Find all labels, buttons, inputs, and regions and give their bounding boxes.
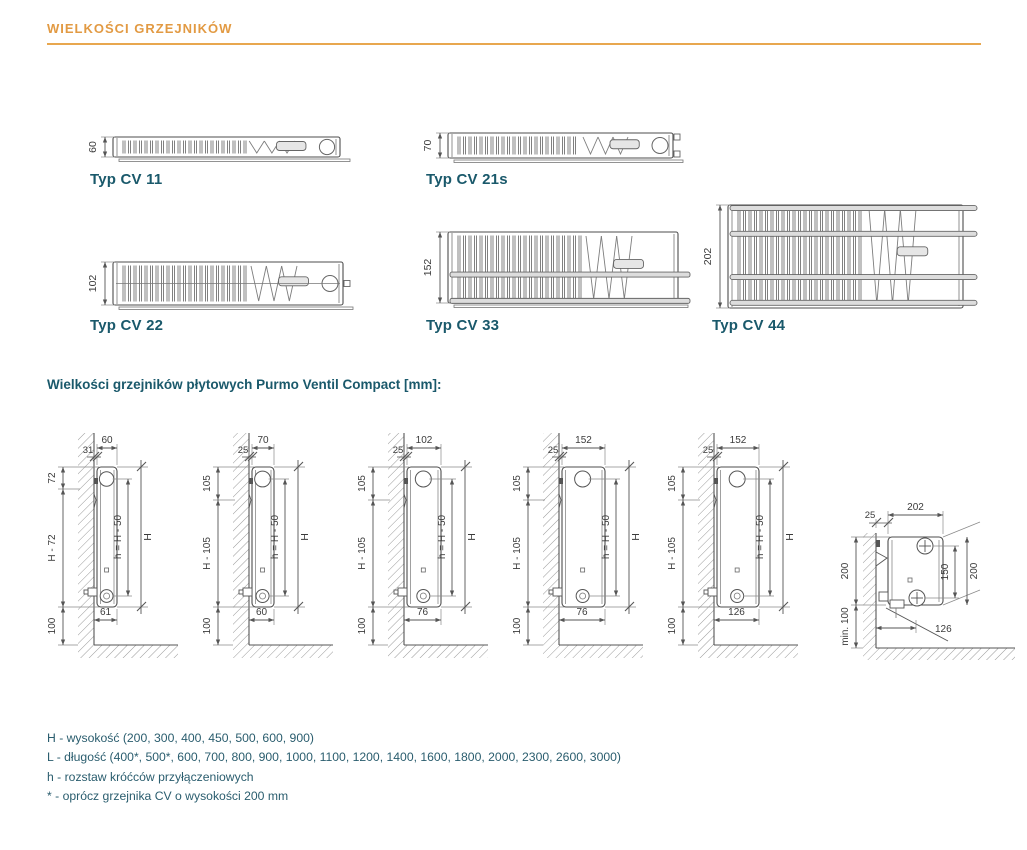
bottom-margin-dim: 100: [202, 617, 213, 635]
height-dim: H: [142, 533, 154, 541]
pipe-spacing-dim: h = H - 50: [601, 514, 612, 560]
top-view-typ-cv-33: [422, 232, 690, 308]
side-view-1: [47, 433, 178, 658]
bottom-margin-dim: 100: [357, 617, 368, 635]
bottom-margin-dim: 100: [47, 617, 58, 635]
bottom-depth-dim: 76: [576, 607, 588, 618]
corner-pipe-spacing-dim: 150: [940, 563, 951, 581]
top-margin-dim: 105: [512, 475, 523, 492]
side-view-3: [357, 433, 488, 658]
title-underline: [47, 43, 981, 45]
height-dim: H: [466, 533, 478, 541]
corner-panel-height-dim: 200: [840, 562, 851, 580]
top-view-typ-cv-21s: [422, 133, 683, 163]
top-view-depth-dim: 70: [422, 139, 434, 152]
height-dim: H: [299, 533, 311, 541]
side-depth-dim: 152: [729, 435, 747, 446]
top-view-typ-cv-44: [702, 205, 977, 308]
top-margin-dim: 105: [357, 475, 368, 492]
wall-gap-dim: 25: [702, 445, 714, 456]
top-view-typ-cv-22: [87, 262, 353, 310]
footnotes: [47, 729, 621, 806]
corner-bottom-depth-dim: 126: [935, 624, 952, 635]
mid-height-dim: H - 105: [667, 537, 678, 570]
corner-depth-dim: 202: [907, 502, 924, 513]
height-dim: H: [630, 533, 642, 541]
bottom-depth-dim: 61: [99, 607, 112, 618]
top-view-depth-dim: 102: [87, 274, 99, 293]
type-label-cv44: Typ CV 44: [712, 317, 786, 334]
mid-height-dim: H - 105: [512, 537, 523, 570]
side-depth-dim: 60: [101, 435, 113, 446]
footnote-height: H - wysokość (200, 300, 400, 450, 500, 600, 900): [47, 731, 314, 745]
corner-wall-gap-dim: 25: [864, 510, 876, 521]
side-view-2: [202, 433, 333, 658]
top-view-depth-dim: 152: [422, 258, 434, 277]
page-title: WIELKOŚCI GRZEJNIKÓW: [47, 21, 233, 36]
pipe-spacing-dim: h = H - 50: [113, 514, 124, 560]
bottom-margin-dim: 100: [512, 617, 523, 635]
wall-gap-dim: 25: [392, 445, 404, 456]
top-view-depth-dim: 60: [87, 141, 99, 153]
side-depth-dim: 102: [415, 435, 433, 446]
top-margin-dim: 105: [202, 475, 213, 492]
side-view-5: [667, 433, 798, 658]
type-label-cv21s: Typ CV 21s: [426, 171, 508, 188]
top-view-typ-cv-11: [87, 137, 350, 162]
wall-gap-dim: 31: [82, 445, 94, 456]
side-view-4: [512, 433, 643, 658]
type-label-cv33: Typ CV 33: [426, 317, 500, 334]
wall-gap-dim: 25: [547, 445, 559, 456]
bottom-depth-dim: 60: [255, 607, 268, 618]
side-depth-dim: 70: [257, 435, 269, 446]
corner-view: [840, 502, 1015, 660]
footnote-asterisk: * - oprócz grzejnika CV o wysokości 200 mm: [47, 788, 289, 803]
pipe-spacing-dim: h = H - 50: [270, 514, 281, 560]
corner-floor-clearance-dim: min. 100: [840, 607, 851, 646]
wall-gap-dim: 25: [237, 445, 249, 456]
top-margin-dim: 72: [47, 472, 58, 484]
top-view-depth-dim: 202: [702, 247, 714, 266]
bottom-depth-dim: 126: [728, 607, 745, 618]
mid-height-dim: H - 72: [47, 534, 58, 562]
footnote-pipespacing: h - rozstaw króćców przyłączeniowych: [47, 769, 254, 784]
mid-height-dim: H - 105: [357, 537, 368, 570]
type-label-cv22: Typ CV 22: [90, 317, 164, 334]
type-label-cv11: Typ CV 11: [90, 171, 163, 188]
top-margin-dim: 105: [667, 475, 678, 492]
pipe-spacing-dim: h = H - 50: [755, 514, 766, 560]
mid-height-dim: H - 105: [202, 537, 213, 570]
side-depth-dim: 152: [575, 435, 592, 446]
footnote-length: L - długość (400*, 500*, 600, 700, 800, 900, 1000, 1100, 1200, 1400, 1600, 1800, 2000, 2300, 2600, 3000): [47, 750, 621, 765]
section-title: Wielkości grzejników płytowych Purmo Ventil Compact [mm]:: [47, 377, 442, 392]
height-dim: H: [784, 533, 796, 541]
pipe-spacing-dim: h = H - 50: [437, 514, 448, 560]
bottom-depth-dim: 76: [416, 607, 429, 618]
corner-right-height-dim: 200: [969, 562, 980, 580]
bottom-margin-dim: 100: [667, 617, 678, 635]
